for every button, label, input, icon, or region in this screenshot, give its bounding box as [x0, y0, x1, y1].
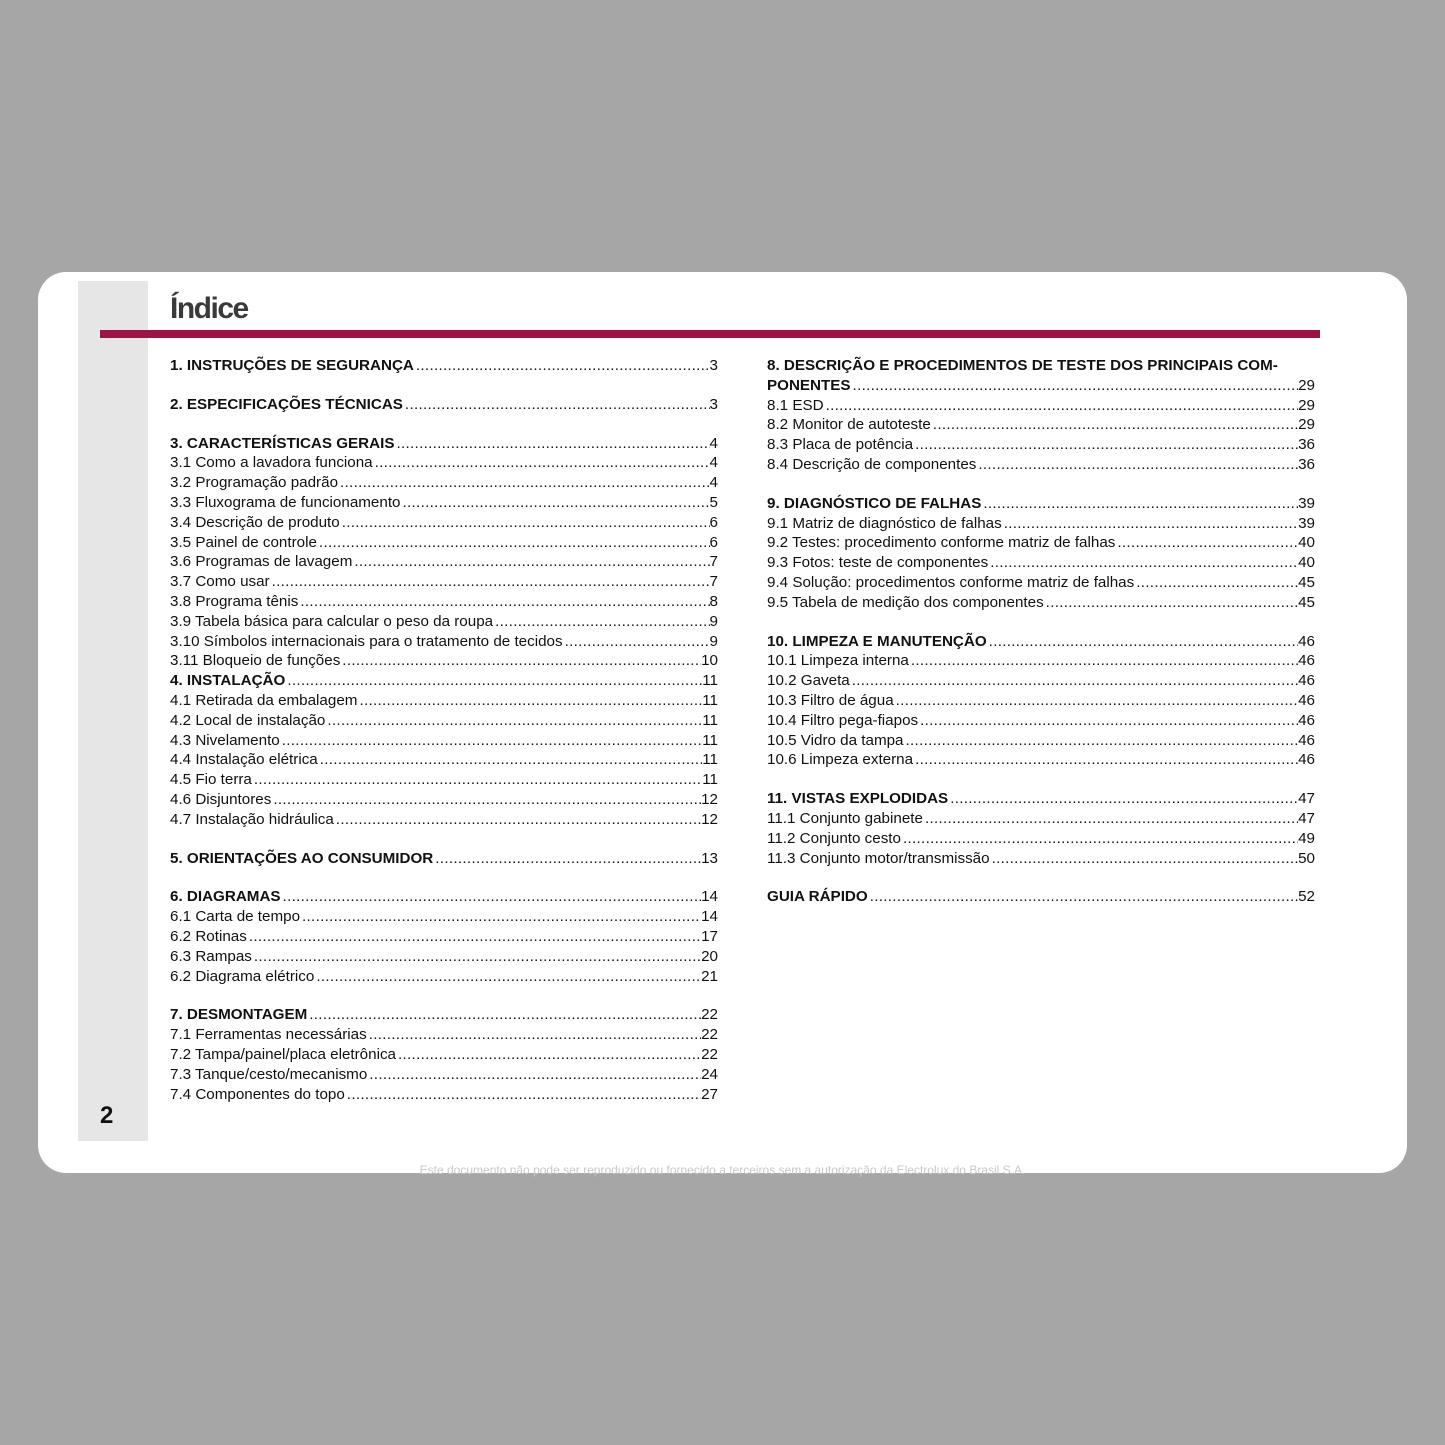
- toc-entry-label: 3.3 Fluxograma de funcionamento: [170, 493, 401, 511]
- toc-entry-label: 3.11 Bloqueio de funções: [170, 652, 341, 670]
- toc-section-entry[interactable]: [767, 789, 1315, 809]
- dot-leader: [247, 927, 701, 947]
- dot-leader: [894, 691, 1298, 711]
- toc-entry-label: 3.5 Painel de controle: [170, 533, 317, 551]
- toc-entry[interactable]: [767, 750, 1315, 770]
- toc-entry-label: 6.2 Rotinas: [170, 927, 247, 945]
- toc-entry-label: 4.2 Local de instalação: [170, 711, 326, 729]
- toc-entry-page: 27: [701, 1085, 718, 1103]
- dot-leader: [868, 887, 1298, 907]
- toc-entry-page: 8: [709, 592, 718, 610]
- dot-leader: [367, 1025, 701, 1045]
- toc-entry[interactable]: [767, 593, 1315, 613]
- toc-entry-page: 46: [1298, 751, 1315, 769]
- toc-entry-label: 11. VISTAS EXPLODIDAS: [767, 790, 949, 808]
- toc-entry-label: 10.6 Limpeza externa: [767, 751, 914, 769]
- toc-entry[interactable]: [767, 731, 1315, 751]
- dot-leader: [1115, 533, 1298, 553]
- toc-entry-page: 22: [701, 1026, 718, 1044]
- toc-entry-page: 46: [1298, 711, 1315, 729]
- title-divider: [100, 330, 1320, 338]
- toc-entry-label: 10.5 Vidro da tampa: [767, 731, 904, 749]
- toc-entry[interactable]: [170, 533, 718, 553]
- toc-entry-label: 10. LIMPEZA E MANUTENÇÃO: [767, 632, 987, 650]
- toc-entry-label: 9.4 Solução: procedimentos conforme matriz de falhas: [767, 573, 1135, 591]
- toc-entry-label: 2. ESPECIFICAÇÕES TÉCNICAS: [170, 395, 403, 413]
- toc-entry-label: 9.2 Testes: procedimento conforme matriz de falhas: [767, 534, 1116, 552]
- toc-entry-label: 8.4 Descrição de componentes: [767, 455, 977, 473]
- toc-entry-label: 7.2 Tampa/painel/placa eletrônica: [170, 1045, 396, 1063]
- page-title: Índice: [170, 292, 248, 325]
- toc-entry-page: 14: [701, 908, 718, 926]
- toc-entry[interactable]: [170, 711, 718, 731]
- toc-entry-page: 40: [1298, 534, 1315, 552]
- dot-leader: [345, 1085, 701, 1105]
- toc-entry-label: 6. DIAGRAMAS: [170, 888, 281, 906]
- dot-leader: [317, 533, 710, 553]
- toc-entry-page: 46: [1298, 691, 1315, 709]
- dot-leader: [1044, 593, 1298, 613]
- toc-entry-label: 10.1 Limpeza interna: [767, 652, 909, 670]
- toc-entry-page: 20: [701, 947, 718, 965]
- toc-entry-label: 4.1 Retirada da embalagem: [170, 691, 358, 709]
- toc-entry[interactable]: [170, 1025, 718, 1045]
- toc-entry-page: 11: [702, 751, 718, 769]
- toc-entry-page: 11: [702, 711, 718, 729]
- toc-entry[interactable]: [170, 473, 718, 493]
- toc-entry[interactable]: [767, 829, 1315, 849]
- dot-leader: [433, 849, 701, 869]
- toc-entry-page: 4: [709, 434, 718, 452]
- dot-leader: [403, 395, 710, 415]
- toc-entry-page: 5: [709, 493, 718, 511]
- toc-entry-page: 29: [1298, 396, 1315, 414]
- toc-group: [767, 887, 1315, 907]
- toc-entry-label: 3.1 Como a lavadora funciona: [170, 454, 373, 472]
- toc-entry-label: 3.10 Símbolos internacionais para o tratamento de tecidos: [170, 632, 563, 650]
- toc-section-entry[interactable]: [170, 671, 718, 691]
- dot-leader: [285, 671, 702, 691]
- toc-section-entry[interactable]: [170, 434, 718, 454]
- dot-leader: [850, 671, 1298, 691]
- dot-leader: [281, 887, 702, 907]
- dot-leader: [307, 1005, 701, 1025]
- toc-entry[interactable]: [170, 967, 718, 987]
- toc-entry[interactable]: [170, 513, 718, 533]
- toc-entry[interactable]: [170, 612, 718, 632]
- toc-entry-page: 6: [709, 513, 718, 531]
- toc-entry[interactable]: [767, 809, 1315, 829]
- toc-entry-page: 40: [1298, 554, 1315, 572]
- document-page: [38, 272, 1407, 1173]
- dot-leader: [981, 494, 1298, 514]
- toc-entry-label: 3.9 Tabela básica para calcular o peso da roupa: [170, 612, 494, 630]
- toc-entry[interactable]: [170, 632, 718, 652]
- toc-entry-label: 8.1 ESD: [767, 396, 824, 414]
- toc-entry-label: 5. ORIENTAÇÕES AO CONSUMIDOR: [170, 849, 434, 867]
- toc-section-entry[interactable]: [767, 376, 1315, 396]
- toc-entry-page: 11: [702, 691, 718, 709]
- dot-leader: [1134, 573, 1298, 593]
- toc-section-entry[interactable]: [767, 632, 1315, 652]
- toc-section-entry[interactable]: [170, 887, 718, 907]
- dot-leader: [252, 947, 701, 967]
- toc-entry-label: 8.2 Monitor de autoteste: [767, 416, 931, 434]
- toc-group: [767, 789, 1315, 868]
- toc-entry-label: 10.2 Gaveta: [767, 672, 850, 690]
- toc-entry-page: 10: [701, 652, 718, 670]
- toc-entry[interactable]: [767, 396, 1315, 416]
- toc-entry-page: 22: [701, 1006, 718, 1024]
- toc-entry[interactable]: [767, 553, 1315, 573]
- toc-entry-page: 39: [1298, 514, 1315, 532]
- toc-entry-label: 10.3 Filtro de água: [767, 691, 894, 709]
- dot-leader: [357, 691, 702, 711]
- toc-entry-label: 9. DIAGNÓSTICO DE FALHAS: [767, 494, 982, 512]
- dot-leader: [987, 632, 1298, 652]
- toc-entry[interactable]: [170, 1085, 718, 1105]
- dot-leader: [904, 731, 1299, 751]
- side-strip: [78, 281, 148, 1141]
- toc-entry-page: 29: [1298, 416, 1315, 434]
- toc-entry[interactable]: [170, 1065, 718, 1085]
- toc-entry-label: 3. CARACTERÍSTICAS GERAIS: [170, 434, 395, 452]
- toc-entry-page: 7: [709, 573, 718, 591]
- toc-right-column: [767, 356, 1315, 926]
- toc-entry-page: 49: [1298, 829, 1315, 847]
- dot-leader: [252, 770, 702, 790]
- toc-entry-page: 47: [1298, 790, 1315, 808]
- toc-entry[interactable]: [170, 1045, 718, 1065]
- toc-entry-page: 12: [701, 790, 718, 808]
- toc-entry-page: 9: [709, 612, 718, 630]
- toc-entry-page: 17: [701, 927, 718, 945]
- toc-group: [170, 849, 718, 869]
- toc-entry[interactable]: [170, 493, 718, 513]
- toc-group: [170, 434, 718, 830]
- toc-entry-page: 36: [1298, 436, 1315, 454]
- toc-entry-label: 7.3 Tanque/cesto/mecanismo: [170, 1065, 368, 1083]
- toc-entry[interactable]: [767, 435, 1315, 455]
- dot-leader: [1002, 514, 1298, 534]
- toc-entry-label: 4.4 Instalação elétrica: [170, 751, 318, 769]
- toc-entry-label: 7.1 Ferramentas necessárias: [170, 1026, 367, 1044]
- toc-entry-page: 3: [709, 395, 718, 413]
- toc-entry-page: 14: [701, 888, 718, 906]
- toc-entry[interactable]: [767, 514, 1315, 534]
- toc-group: [767, 356, 1315, 475]
- toc-entry-page: 22: [701, 1045, 718, 1063]
- toc-entry-label: 9.3 Fotos: teste de componentes: [767, 554, 989, 572]
- toc-entry-label: 11.1 Conjunto gabinete: [767, 809, 923, 827]
- toc-entry[interactable]: [170, 810, 718, 830]
- toc-entry-page: 50: [1298, 849, 1315, 867]
- dot-leader: [976, 455, 1298, 475]
- toc-entry-label: 7.4 Componentes do topo: [170, 1085, 345, 1103]
- dot-leader: [352, 552, 709, 572]
- toc-entry-label: 11.3 Conjunto motor/transmissão: [767, 849, 990, 867]
- toc-group: [767, 632, 1315, 771]
- toc-entry[interactable]: [170, 947, 718, 967]
- toc-entry[interactable]: [767, 711, 1315, 731]
- dot-leader: [913, 435, 1298, 455]
- dot-leader: [913, 750, 1298, 770]
- dot-leader: [271, 790, 701, 810]
- toc-left-column: [170, 356, 718, 1123]
- dot-leader: [340, 513, 710, 533]
- toc-entry[interactable]: [170, 572, 718, 592]
- toc-entry-page: 21: [701, 967, 718, 985]
- dot-leader: [270, 572, 710, 592]
- toc-section-entry[interactable]: [170, 1005, 718, 1025]
- toc-entry-label: 4.3 Nivelamento: [170, 731, 280, 749]
- dot-leader: [325, 711, 702, 731]
- dot-leader: [300, 907, 701, 927]
- toc-entry-page: 46: [1298, 632, 1315, 650]
- toc-heading-line: 8. DESCRIÇÃO E PROCEDIMENTOS DE TESTE DOS PRINCIPAIS COM-: [767, 357, 1278, 374]
- toc-entry[interactable]: [170, 731, 718, 751]
- toc-entry[interactable]: [170, 790, 718, 810]
- toc-group: [170, 887, 718, 986]
- toc-entry-label: 10.4 Filtro pega-fiapos: [767, 711, 919, 729]
- toc-entry-label: 8.3 Placa de potência: [767, 436, 914, 454]
- toc-section-entry[interactable]: [767, 494, 1315, 514]
- toc-entry-page: 12: [701, 810, 718, 828]
- toc-entry[interactable]: [170, 907, 718, 927]
- toc-entry-label: 6.3 Rampas: [170, 947, 252, 965]
- dot-leader: [918, 711, 1298, 731]
- toc-entry-label: 1. INSTRUÇÕES DE SEGURANÇA: [170, 357, 414, 374]
- toc-entry[interactable]: [170, 691, 718, 711]
- dot-leader: [824, 396, 1299, 416]
- toc-entry-page: 7: [709, 553, 718, 571]
- toc-entry-label: 11.2 Conjunto cesto: [767, 829, 901, 847]
- toc-entry[interactable]: [170, 552, 718, 572]
- dot-leader: [988, 553, 1298, 573]
- dot-leader: [851, 376, 1299, 396]
- dot-leader: [931, 415, 1298, 435]
- toc-entry[interactable]: [767, 573, 1315, 593]
- toc-entry-page: 4: [709, 474, 718, 492]
- dot-leader: [414, 356, 710, 376]
- toc-entry-label: PONENTES: [767, 376, 851, 394]
- toc-group: [170, 356, 718, 376]
- dot-leader: [373, 453, 710, 473]
- dot-leader: [314, 967, 701, 987]
- toc-entry[interactable]: [170, 453, 718, 473]
- toc-entry-page: 11: [702, 731, 718, 749]
- toc-entry-page: 47: [1298, 809, 1315, 827]
- toc-entry-page: 46: [1298, 652, 1315, 670]
- toc-entry-page: 46: [1298, 731, 1315, 749]
- dot-leader: [394, 434, 709, 454]
- toc-entry-page: 6: [709, 533, 718, 551]
- toc-entry-page: 29: [1298, 376, 1315, 394]
- toc-entry[interactable]: [767, 849, 1315, 869]
- toc-entry-label: 3.6 Programas de lavagem: [170, 553, 353, 571]
- page-number: 2: [100, 1102, 114, 1129]
- dot-leader: [493, 612, 709, 632]
- toc-entry[interactable]: [170, 770, 718, 790]
- footer-note: Este documento não pode ser reproduzido ou fornecido a terceiros sem a autorização da Electrolux do Brasil S.A.: [419, 1163, 1026, 1177]
- dot-leader: [318, 750, 702, 770]
- dot-leader: [298, 592, 709, 612]
- toc-entry[interactable]: [767, 415, 1315, 435]
- toc-entry-page: 3: [709, 357, 718, 374]
- dot-leader: [990, 849, 1299, 869]
- toc-entry-page: 36: [1298, 455, 1315, 473]
- toc-entry-page: 39: [1298, 494, 1315, 512]
- dot-leader: [367, 1065, 701, 1085]
- toc-group: [767, 494, 1315, 613]
- toc-entry-page: 11: [702, 672, 718, 690]
- toc-entry-label: 4.5 Fio terra: [170, 771, 252, 789]
- toc-entry-page: 9: [709, 632, 718, 650]
- dot-leader: [334, 810, 701, 830]
- toc-entry[interactable]: [767, 455, 1315, 475]
- toc-entry[interactable]: [170, 927, 718, 947]
- toc-entry-label: 6.1 Carta de tempo: [170, 908, 301, 926]
- dot-leader: [338, 473, 710, 493]
- dot-leader: [901, 829, 1298, 849]
- dot-leader: [923, 809, 1298, 829]
- toc-entry-page: 11: [702, 771, 718, 789]
- dot-leader: [948, 789, 1298, 809]
- toc-entry-label: 9.5 Tabela de medição dos componentes: [767, 593, 1044, 611]
- toc-entry[interactable]: [767, 691, 1315, 711]
- toc-entry-label: 6.2 Diagrama elétrico: [170, 967, 315, 985]
- toc-section-entry[interactable]: [767, 887, 1315, 907]
- dot-leader: [400, 493, 709, 513]
- toc-group: [170, 1005, 718, 1104]
- toc-entry-page: 24: [701, 1065, 718, 1083]
- dot-leader: [396, 1045, 701, 1065]
- toc-entry-page: 45: [1298, 573, 1315, 591]
- dot-leader: [340, 651, 701, 671]
- toc-section-entry[interactable]: [170, 849, 718, 869]
- dot-leader: [909, 651, 1298, 671]
- toc-entry[interactable]: [170, 750, 718, 770]
- toc-group: [170, 395, 718, 415]
- toc-entry-page: 46: [1298, 672, 1315, 690]
- toc-section-entry[interactable]: [170, 395, 718, 415]
- toc-entry-label: 4.7 Instalação hidráulica: [170, 810, 334, 828]
- toc-entry-label: GUIA RÁPIDO: [767, 888, 868, 906]
- toc-entry-label: 3.4 Descrição de produto: [170, 513, 340, 531]
- toc-entry[interactable]: [767, 671, 1315, 691]
- toc-entry-page: 13: [701, 849, 718, 867]
- toc-entry-label: 3.2 Programação padrão: [170, 474, 339, 492]
- toc-entry[interactable]: [767, 651, 1315, 671]
- toc-entry-label: 9.1 Matriz de diagnóstico de falhas: [767, 514, 1002, 532]
- toc-entry-label: 4. INSTALAÇÃO: [170, 672, 286, 690]
- toc-entry[interactable]: [170, 592, 718, 612]
- dot-leader: [563, 632, 710, 652]
- toc-entry-page: 52: [1298, 888, 1315, 906]
- toc-entry-page: 45: [1298, 593, 1315, 611]
- dot-leader: [280, 731, 702, 751]
- toc-entry-label: 7. DESMONTAGEM: [170, 1006, 308, 1024]
- toc-entry[interactable]: [170, 651, 718, 671]
- toc-entry-page: 4: [709, 454, 718, 472]
- toc-entry-label: 3.7 Como usar: [170, 573, 270, 591]
- toc-entry-label: 3.8 Programa tênis: [170, 592, 299, 610]
- toc-entry[interactable]: [767, 533, 1315, 553]
- toc-entry-label: 4.6 Disjuntores: [170, 790, 272, 808]
- toc-section-entry[interactable]: [170, 356, 718, 376]
